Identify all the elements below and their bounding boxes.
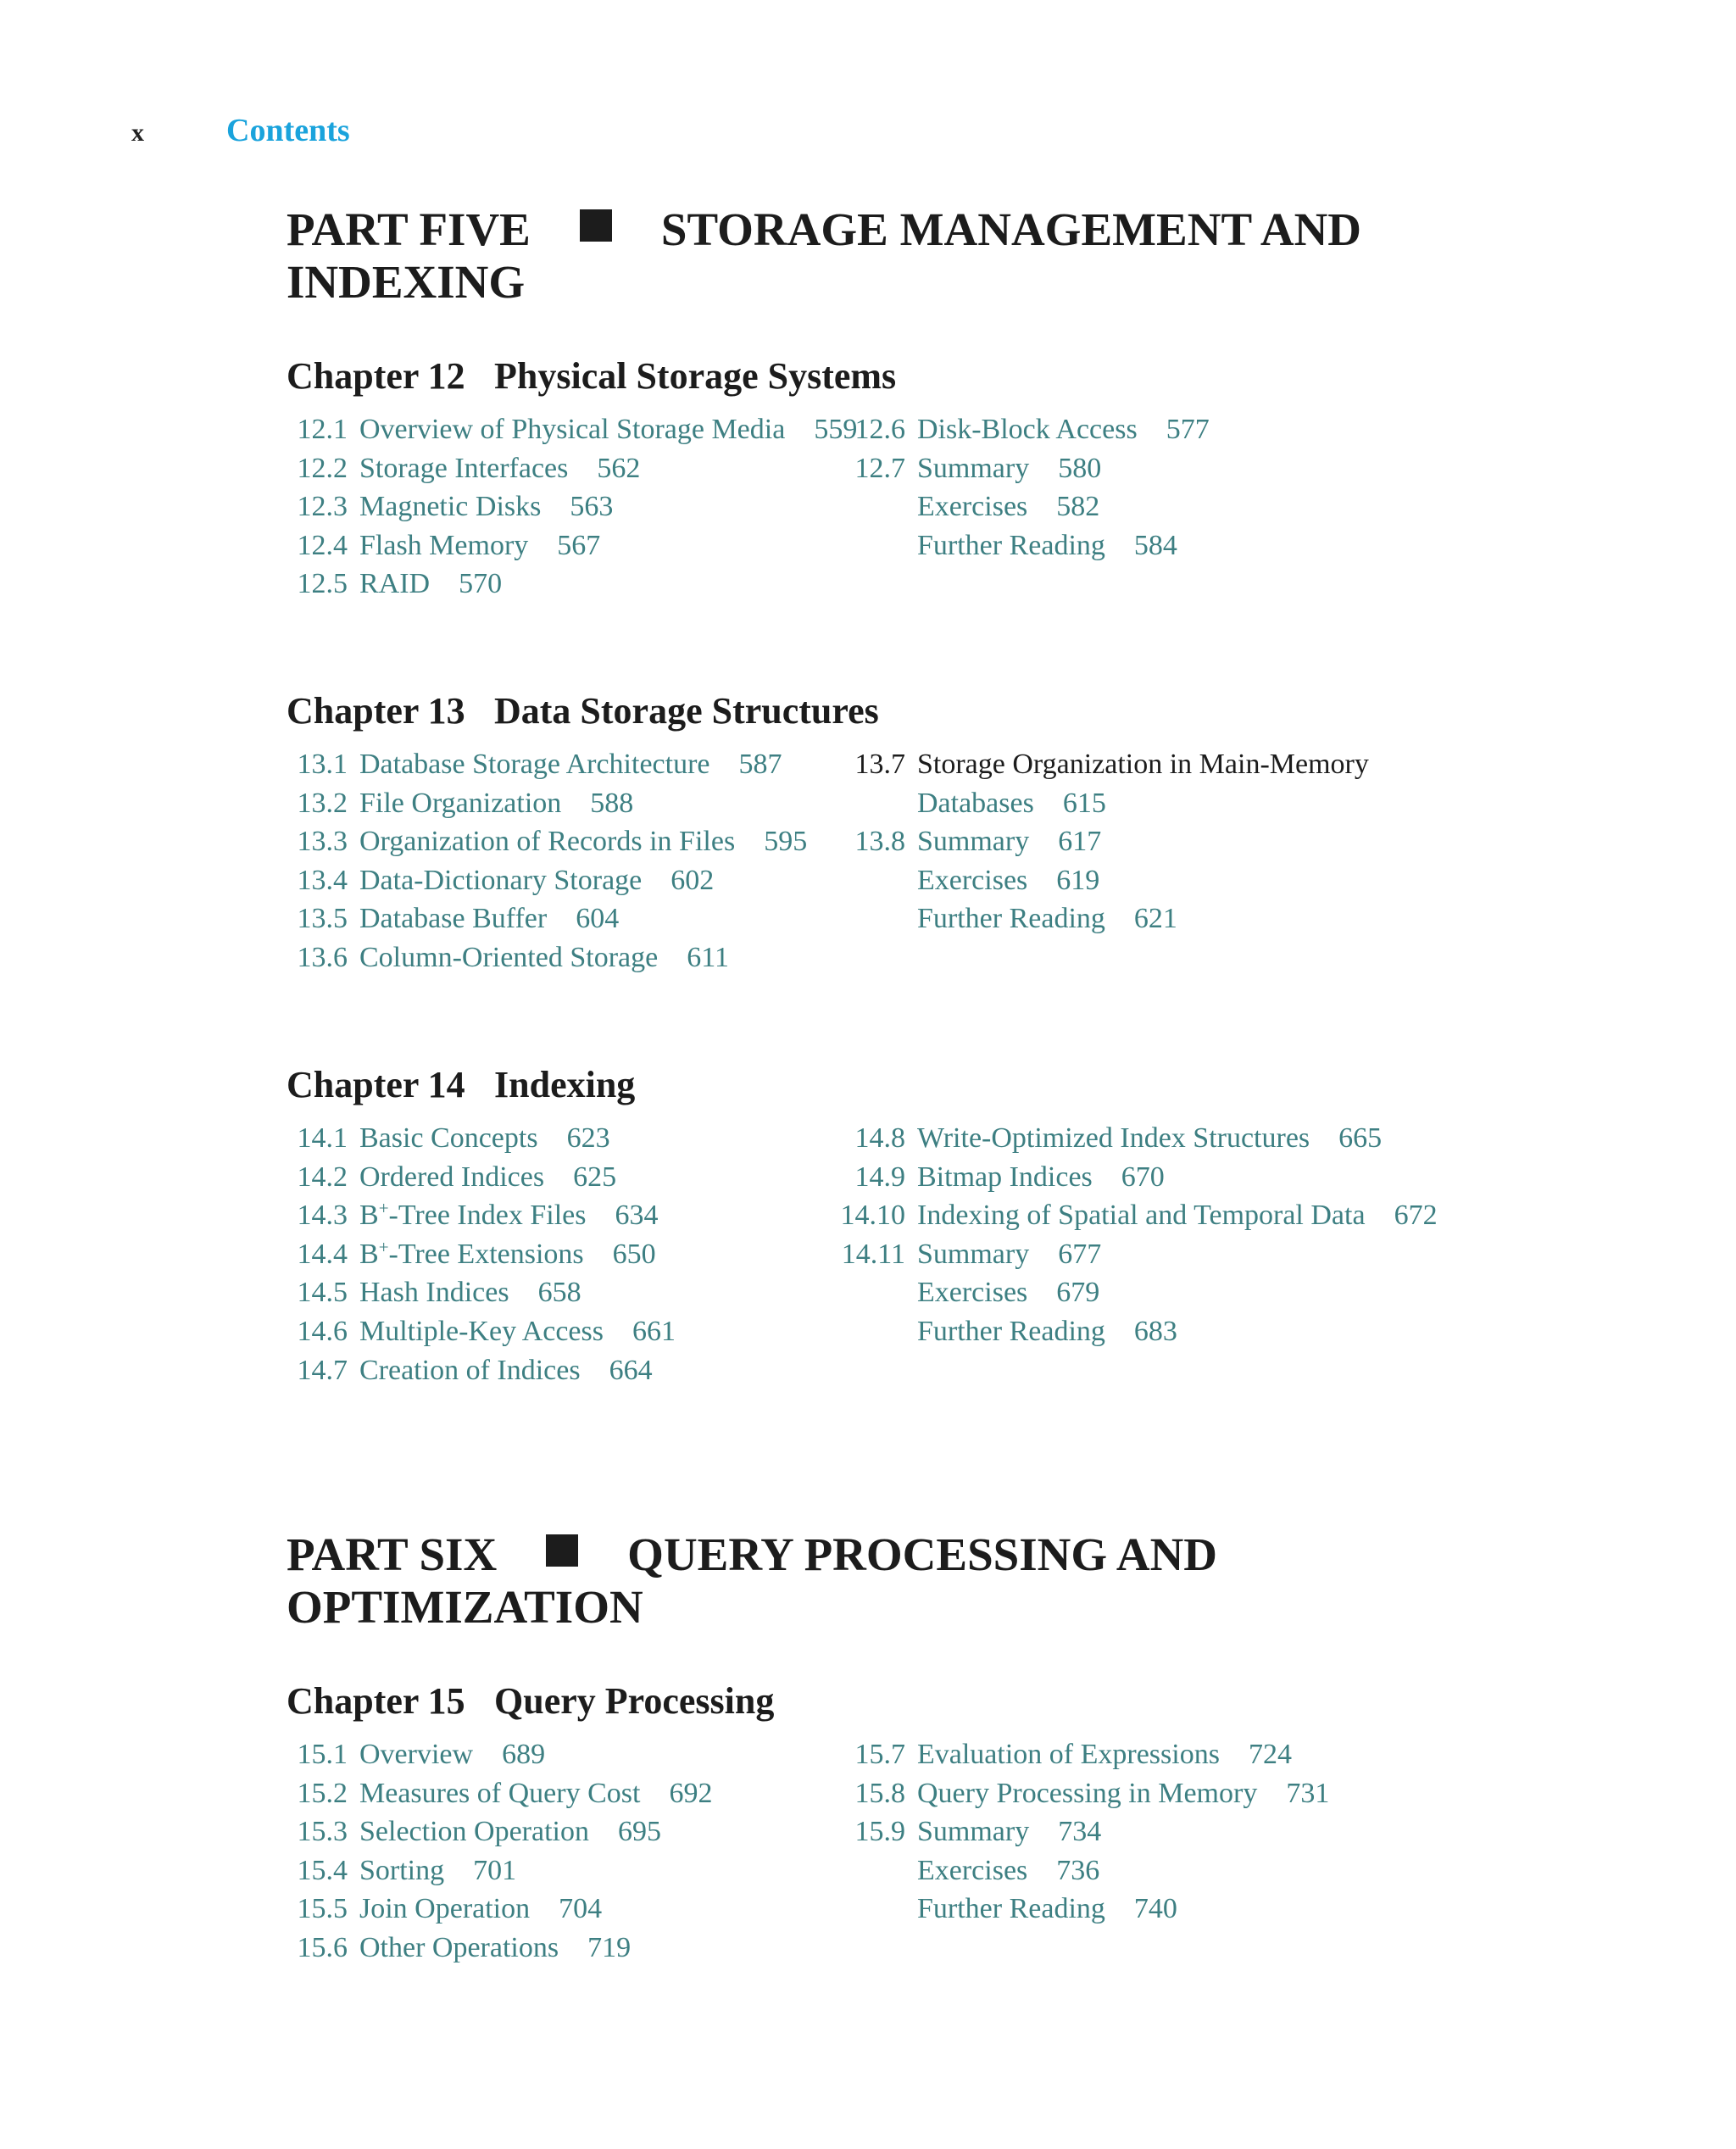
section-number: 15.9 — [854, 1816, 905, 1848]
section-title: Further Reading — [917, 1893, 1105, 1925]
chapter-title: Query Processing — [494, 1680, 775, 1722]
page-number: 634 — [615, 1200, 659, 1232]
page-number: 621 — [1133, 903, 1177, 935]
section-number: 13.2 — [297, 787, 348, 819]
section-number: 14.4 — [297, 1238, 348, 1270]
section-title: Write-Optimized Index Structures — [917, 1122, 1310, 1154]
toc-entry[interactable] — [287, 1812, 712, 1851]
section-title: Data-Dictionary Storage — [359, 864, 643, 896]
toc-entry[interactable] — [844, 1735, 1329, 1774]
part-six-heading — [287, 1528, 1558, 1634]
page-number: 736 — [1056, 1854, 1100, 1886]
section-title: Overview of Physical Storage Media — [359, 414, 786, 445]
section-title: B+-Tree Index Files — [359, 1198, 587, 1232]
page-number: 670 — [1121, 1161, 1165, 1193]
superscript-plus: + — [378, 1198, 389, 1219]
page-number: 661 — [632, 1315, 676, 1347]
section-number: 14.8 — [854, 1122, 905, 1154]
page-number: 701 — [473, 1854, 517, 1886]
page-number: 577 — [1166, 414, 1210, 445]
section-title: Exercises — [917, 864, 1028, 896]
section-number: 13.4 — [297, 864, 348, 896]
section-number: 14.5 — [297, 1277, 348, 1309]
section-title: Selection Operation — [359, 1816, 589, 1848]
part-title-line2: OPTIMIZATION — [287, 1581, 643, 1633]
chapter-13 — [287, 689, 1558, 973]
section-title: RAID — [359, 568, 431, 600]
toc-entry[interactable] — [844, 1851, 1329, 1890]
part-title-line1: STORAGE MANAGEMENT AND — [660, 203, 1362, 255]
section-number: 12.5 — [297, 568, 348, 600]
section-number: 12.1 — [297, 414, 348, 445]
section-title: Multiple-Key Access — [359, 1315, 604, 1347]
page-number: 665 — [1338, 1122, 1383, 1154]
section-number: 14.6 — [297, 1315, 348, 1347]
chapter-number: Chapter 14 — [287, 1064, 465, 1105]
toc-entry[interactable] — [287, 449, 857, 488]
toc-entry[interactable] — [287, 1890, 712, 1929]
section-number: 14.7 — [297, 1354, 348, 1386]
page-number: 559 — [814, 414, 858, 445]
toc-entry[interactable] — [287, 899, 807, 938]
toc-entry[interactable] — [287, 1196, 676, 1235]
toc-entry[interactable] — [833, 1158, 1438, 1197]
part-title-line1: QUERY PROCESSING AND — [627, 1528, 1218, 1580]
toc-left-column — [287, 1735, 712, 1968]
page-number: 582 — [1056, 491, 1100, 523]
section-title: Sorting — [359, 1854, 445, 1886]
section-title: Storage Organization in Main-Memory — [917, 749, 1369, 780]
section-title: Exercises — [917, 491, 1028, 523]
superscript-plus: + — [378, 1236, 389, 1257]
page-number: 679 — [1056, 1277, 1100, 1309]
page-number: 695 — [617, 1816, 661, 1848]
chapter-heading — [287, 354, 1558, 398]
section-title: Exercises — [917, 1277, 1028, 1309]
section-number: 13.6 — [297, 941, 348, 973]
section-title: Organization of Records in Files — [359, 826, 736, 858]
toc-right-column — [844, 1735, 1329, 1929]
section-number: 15.1 — [297, 1739, 348, 1770]
section-number: 13.5 — [297, 903, 348, 935]
toc-left-column — [287, 745, 807, 977]
section-title: Ordered Indices — [359, 1161, 545, 1193]
toc-entry[interactable] — [833, 1235, 1438, 1274]
square-bullet-icon — [546, 1534, 578, 1567]
toc-entry[interactable] — [287, 565, 857, 604]
page-number: 719 — [587, 1931, 632, 1963]
section-number: 14.3 — [297, 1200, 348, 1232]
toc-entry[interactable] — [844, 410, 1210, 449]
toc-entry[interactable] — [833, 1119, 1438, 1158]
toc-entry[interactable] — [287, 1119, 676, 1158]
toc-entry[interactable] — [833, 1196, 1438, 1235]
page-number: 683 — [1133, 1315, 1177, 1347]
section-number: 15.2 — [297, 1777, 348, 1809]
page-folio: x — [131, 119, 144, 147]
section-number: 13.1 — [297, 749, 348, 780]
page-number: 658 — [537, 1277, 581, 1309]
page-number: 562 — [597, 452, 641, 484]
page-number: 625 — [573, 1161, 617, 1193]
page-number: 567 — [557, 529, 601, 561]
section-title: Indexing of Spatial and Temporal Data — [917, 1200, 1366, 1232]
page-number: 704 — [559, 1893, 603, 1925]
section-number: 15.6 — [297, 1931, 348, 1963]
page-number: 731 — [1286, 1777, 1330, 1809]
page-number: 677 — [1058, 1238, 1102, 1270]
section-number: 15.4 — [297, 1854, 348, 1886]
page-number: 664 — [609, 1354, 653, 1386]
square-bullet-icon — [580, 209, 612, 242]
toc-entry[interactable] — [844, 784, 1369, 823]
page-number: 580 — [1058, 452, 1102, 484]
page-number: 692 — [669, 1777, 713, 1809]
section-number: 14.1 — [297, 1122, 348, 1154]
section-number: 12.3 — [297, 491, 348, 523]
toc-entry[interactable] — [287, 1735, 712, 1774]
toc-entry[interactable] — [844, 1774, 1329, 1813]
section-title: Column-Oriented Storage — [359, 941, 659, 973]
section-title: File Organization — [359, 787, 562, 819]
page-number: 570 — [459, 568, 503, 600]
section-number: 14.10 — [840, 1200, 905, 1232]
section-title: Hash Indices — [359, 1277, 509, 1309]
page-number: 623 — [566, 1122, 610, 1154]
chapter-title: Physical Storage Systems — [494, 355, 897, 397]
section-number: 15.7 — [854, 1739, 905, 1770]
section-number: 15.3 — [297, 1816, 348, 1848]
toc-right-column — [833, 1119, 1438, 1351]
section-title: Bitmap Indices — [917, 1161, 1093, 1193]
running-head — [131, 112, 725, 154]
section-title: Summary — [917, 1238, 1030, 1270]
toc-entry[interactable] — [287, 1774, 712, 1813]
part-title — [287, 203, 1558, 309]
toc-entry[interactable] — [287, 745, 807, 784]
toc-entry[interactable] — [844, 1890, 1329, 1929]
toc-entry[interactable] — [287, 410, 857, 449]
page-number: 619 — [1056, 864, 1100, 896]
section-title: Summary — [917, 826, 1030, 858]
part-label: PART SIX — [287, 1528, 498, 1580]
section-number: 14.11 — [841, 1238, 905, 1270]
toc-entry[interactable] — [287, 1851, 712, 1890]
toc-entry[interactable] — [833, 1312, 1438, 1351]
chapter-15 — [287, 1679, 1558, 1963]
section-title: Database Storage Architecture — [359, 749, 710, 780]
part-title-line2: INDEXING — [287, 256, 526, 308]
page-number: 689 — [502, 1739, 546, 1770]
page-number: 724 — [1248, 1739, 1292, 1770]
section-number: 12.4 — [297, 529, 348, 561]
page-number: 672 — [1394, 1200, 1438, 1232]
chapter-heading — [287, 1679, 1558, 1723]
page-number: 595 — [764, 826, 808, 858]
page-number: 587 — [738, 749, 782, 780]
section-title: Join Operation — [359, 1893, 531, 1925]
toc-entry[interactable] — [844, 526, 1210, 565]
page-number: 740 — [1133, 1893, 1177, 1925]
toc-entry[interactable] — [844, 861, 1369, 900]
section-title: Creation of Indices — [359, 1354, 581, 1386]
section-title: Flash Memory — [359, 529, 529, 561]
section-title: Storage Interfaces — [359, 452, 569, 484]
page-number: 588 — [590, 787, 634, 819]
page-number: 563 — [570, 491, 614, 523]
toc-entry[interactable] — [844, 822, 1369, 861]
toc-entry[interactable] — [844, 1812, 1329, 1851]
section-title: Further Reading — [917, 529, 1105, 561]
toc-entry[interactable] — [287, 1929, 712, 1968]
section-title: Exercises — [917, 1854, 1028, 1886]
running-head-title: Contents — [226, 113, 350, 148]
toc-entry[interactable] — [844, 449, 1210, 488]
toc-entry[interactable] — [287, 1158, 676, 1197]
toc-entry[interactable] — [844, 745, 1369, 784]
chapter-number: Chapter 12 — [287, 355, 465, 397]
toc-entry[interactable] — [287, 822, 807, 861]
section-number: 12.7 — [854, 452, 905, 484]
page-number: 604 — [576, 903, 620, 935]
toc-entry[interactable] — [833, 1273, 1438, 1312]
page-number: 611 — [687, 941, 729, 973]
toc-left-column — [287, 410, 857, 604]
toc-entry[interactable] — [287, 526, 857, 565]
section-title: Further Reading — [917, 903, 1105, 935]
section-title: Databases — [917, 787, 1034, 819]
section-number: 15.5 — [297, 1893, 348, 1925]
chapter-12 — [287, 354, 1558, 600]
chapter-number: Chapter 13 — [287, 690, 465, 732]
toc-entry[interactable] — [287, 784, 807, 823]
section-title: Measures of Query Cost — [359, 1777, 641, 1809]
toc-entry[interactable] — [287, 1312, 676, 1351]
page-number: 650 — [612, 1238, 656, 1270]
section-title: Overview — [359, 1739, 474, 1770]
toc-left-column — [287, 1119, 676, 1389]
section-number: 14.2 — [297, 1161, 348, 1193]
section-title: Disk-Block Access — [917, 414, 1138, 445]
toc-entry[interactable] — [287, 861, 807, 900]
part-five-heading — [287, 203, 1558, 309]
section-title: Magnetic Disks — [359, 491, 542, 523]
section-title: Evaluation of Expressions — [917, 1739, 1220, 1770]
page-number: 602 — [670, 864, 715, 896]
section-number: 12.2 — [297, 452, 348, 484]
page-number: 584 — [1133, 529, 1177, 561]
section-number: 12.6 — [854, 414, 905, 445]
page-number: 617 — [1058, 826, 1102, 858]
part-label: PART FIVE — [287, 203, 531, 255]
section-number: 13.7 — [854, 749, 905, 780]
chapter-number: Chapter 15 — [287, 1680, 465, 1722]
section-title: Query Processing in Memory — [917, 1777, 1258, 1809]
toc-entry[interactable] — [844, 487, 1210, 526]
chapter-heading — [287, 1063, 1558, 1107]
section-number: 13.3 — [297, 826, 348, 858]
section-title: B+-Tree Extensions — [359, 1236, 584, 1270]
section-title: Other Operations — [359, 1931, 559, 1963]
section-title: Database Buffer — [359, 903, 548, 935]
page-number: 734 — [1058, 1816, 1102, 1848]
toc-entry[interactable] — [844, 899, 1369, 938]
section-title: Basic Concepts — [359, 1122, 538, 1154]
section-number: 15.8 — [854, 1777, 905, 1809]
section-title: Further Reading — [917, 1315, 1105, 1347]
section-title: Summary — [917, 452, 1030, 484]
page-number: 615 — [1062, 787, 1106, 819]
toc-entry[interactable] — [287, 1273, 676, 1312]
section-number: 14.9 — [854, 1161, 905, 1193]
chapter-title: Indexing — [494, 1064, 636, 1105]
toc-entry[interactable] — [287, 1235, 676, 1274]
toc-right-column — [844, 745, 1369, 938]
chapter-title: Data Storage Structures — [494, 690, 879, 732]
section-number: 13.8 — [854, 826, 905, 858]
chapter-heading — [287, 689, 1558, 733]
section-title: Summary — [917, 1816, 1030, 1848]
chapter-14 — [287, 1063, 1558, 1386]
toc-right-column — [844, 410, 1210, 565]
toc-entry[interactable] — [287, 938, 807, 977]
toc-entry[interactable] — [287, 487, 857, 526]
part-title — [287, 1528, 1558, 1634]
toc-entry[interactable] — [287, 1351, 676, 1390]
